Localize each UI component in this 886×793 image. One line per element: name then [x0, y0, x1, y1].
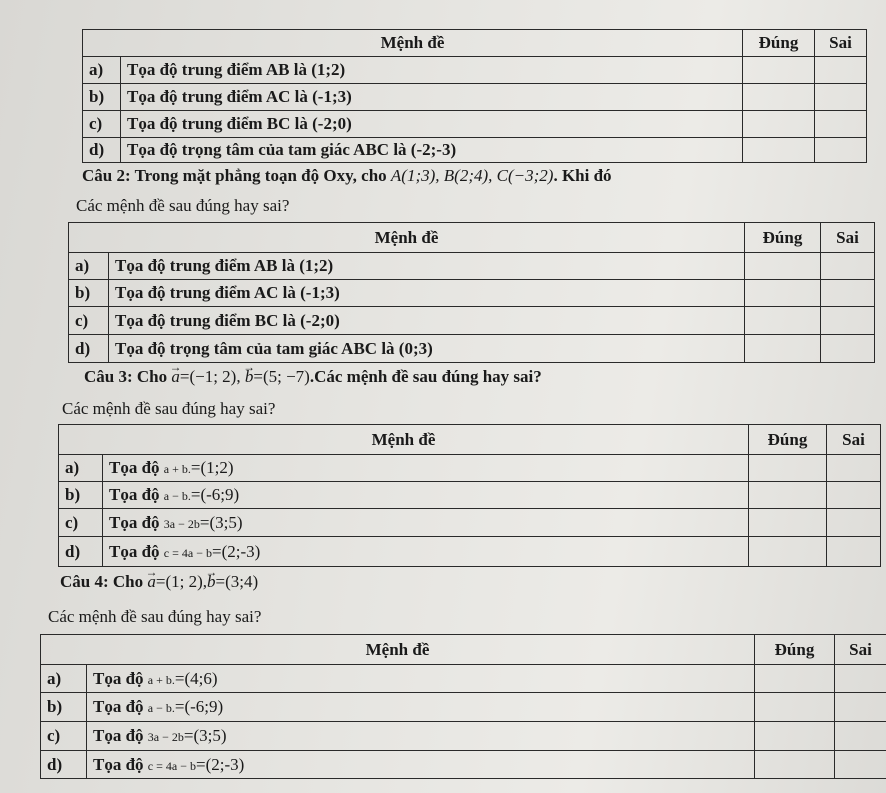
true-cell[interactable] — [743, 57, 815, 84]
false-cell[interactable] — [835, 751, 886, 779]
false-cell[interactable] — [821, 280, 875, 307]
true-cell[interactable] — [745, 307, 821, 335]
header-statement: Mệnh đề — [69, 223, 745, 253]
false-cell[interactable] — [815, 138, 867, 163]
true-cell[interactable] — [745, 280, 821, 307]
false-cell[interactable] — [821, 253, 875, 280]
question4-table — [40, 634, 886, 779]
question2-prompt: Câu 2: Trong mặt phẳng toạn độ Oxy, cho A(1;3), B(2;4), C(−3;2). Khi đó — [82, 166, 612, 185]
header-false: Sai — [815, 30, 867, 57]
false-cell[interactable] — [815, 111, 867, 138]
false-cell[interactable] — [827, 482, 881, 509]
header-true: Đúng — [745, 223, 821, 253]
true-cell[interactable] — [743, 138, 815, 163]
true-cell[interactable] — [745, 253, 821, 280]
question3-prompt: Câu 3: Cho → a=(−1; 2), → b=(5; −7).Các mệnh đề sau đúng hay sai? — [84, 367, 542, 387]
false-cell[interactable] — [821, 335, 875, 363]
true-cell[interactable] — [749, 537, 827, 567]
header-true: Đúng — [743, 30, 815, 57]
question2-subprompt: Các mệnh đề sau đúng hay sai? — [76, 196, 290, 215]
question3-subprompt: Các mệnh đề sau đúng hay sai? — [62, 399, 276, 418]
table-row: c) Tọa độ trung điểm BC là (-2;0) — [83, 111, 867, 138]
false-cell[interactable] — [835, 693, 886, 722]
true-cell[interactable] — [743, 84, 815, 111]
false-cell[interactable] — [835, 665, 886, 693]
true-cell[interactable] — [743, 111, 815, 138]
question2-table — [68, 222, 875, 363]
true-cell[interactable] — [755, 751, 835, 779]
table-row: b) Tọa độ a − b.=(-6;9) — [59, 482, 881, 509]
true-cell[interactable] — [745, 335, 821, 363]
table-row: d) Tọa độ c = 4a − b=(2;-3) — [41, 751, 886, 779]
table-row: a) Tọa độ trung điểm AB là (1;2) — [69, 253, 875, 280]
false-cell[interactable] — [835, 722, 886, 751]
false-cell[interactable] — [827, 509, 881, 537]
header-true: Đúng — [749, 425, 827, 455]
vector-a: → a — [171, 367, 180, 387]
header-false: Sai — [821, 223, 875, 253]
table-row: d) Tọa độ trọng tâm của tam giác ABC là (0;3) — [69, 335, 875, 363]
table-row: b) Tọa độ trung điểm AC là (-1;3) — [69, 280, 875, 307]
vector-b: → b — [245, 367, 254, 387]
true-cell[interactable] — [749, 455, 827, 482]
false-cell[interactable] — [821, 307, 875, 335]
true-cell[interactable] — [749, 482, 827, 509]
question3-table — [58, 424, 881, 567]
question1-table — [82, 29, 867, 163]
vector-a: → a — [147, 572, 156, 592]
table-row: a) Tọa độ a + b.=(1;2) — [59, 455, 881, 482]
table-row: d) Tọa độ c = 4a − b=(2;-3) — [59, 537, 881, 567]
table-row: b) Tọa độ trung điểm AC là (-1;3) — [83, 84, 867, 111]
header-false: Sai — [827, 425, 881, 455]
header-true: Đúng — [755, 635, 835, 665]
vector-b: → b — [207, 572, 216, 592]
true-cell[interactable] — [749, 509, 827, 537]
table-row: c) Tọa độ 3a − 2b=(3;5) — [59, 509, 881, 537]
table-row: b) Tọa độ a − b.=(-6;9) — [41, 693, 886, 722]
table-row: c) Tọa độ 3a − 2b=(3;5) — [41, 722, 886, 751]
false-cell[interactable] — [815, 57, 867, 84]
true-cell[interactable] — [755, 665, 835, 693]
table-row: d) Tọa độ trọng tâm của tam giác ABC là (-2;-3) — [83, 138, 867, 163]
header-false: Sai — [835, 635, 886, 665]
false-cell[interactable] — [815, 84, 867, 111]
table-row: a) Tọa độ a + b.=(4;6) — [41, 665, 886, 693]
header-statement: Mệnh đề — [59, 425, 749, 455]
header-statement: Mệnh đề — [41, 635, 755, 665]
false-cell[interactable] — [827, 537, 881, 567]
question4-subprompt: Các mệnh đề sau đúng hay sai? — [48, 607, 262, 626]
table-row: c) Tọa độ trung điểm BC là (-2;0) — [69, 307, 875, 335]
header-statement: Mệnh đề — [83, 30, 743, 57]
true-cell[interactable] — [755, 722, 835, 751]
true-cell[interactable] — [755, 693, 835, 722]
table-row: a) Tọa độ trung điểm AB là (1;2) — [83, 57, 867, 84]
false-cell[interactable] — [827, 455, 881, 482]
question4-prompt: Câu 4: Cho → a=(1; 2),→ b=(3;4) — [60, 572, 258, 592]
